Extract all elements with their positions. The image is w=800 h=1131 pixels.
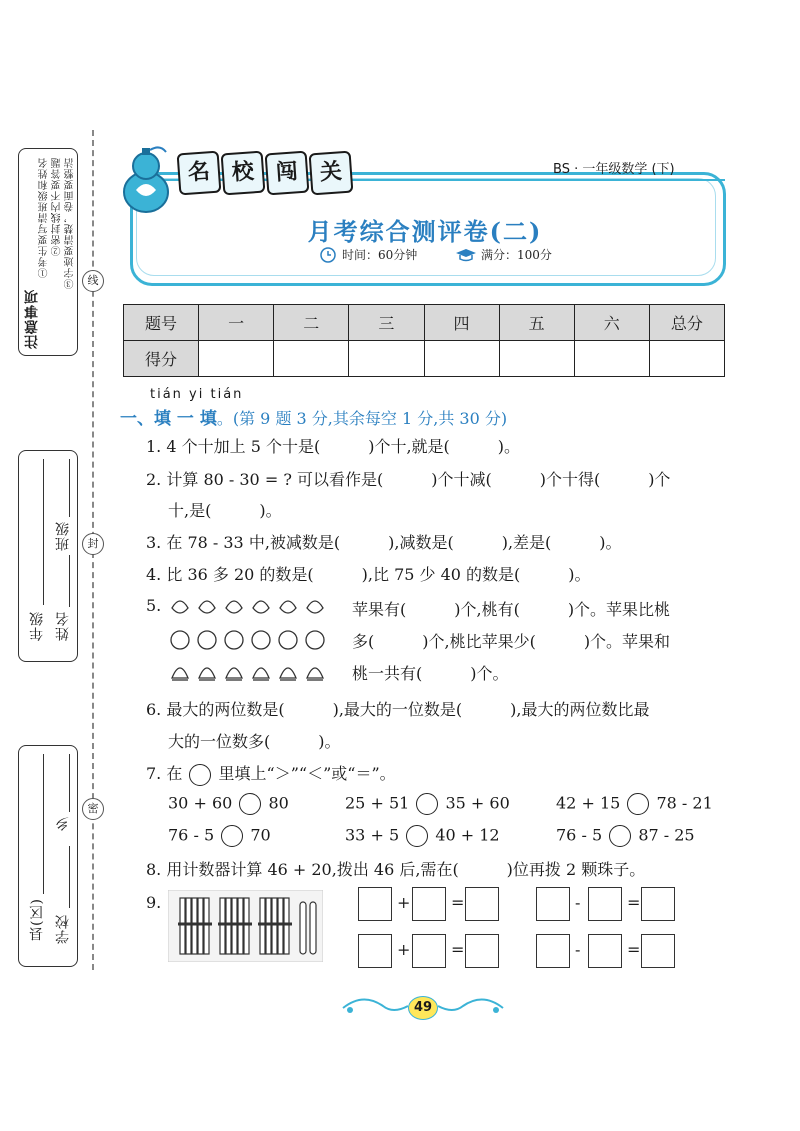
question-2-line-1: 2. 计算 80 - 30 = ? 可以看作是( )个十减( )个十得( )个 — [146, 470, 671, 489]
township-label: 乡 — [55, 816, 71, 831]
question-3: 3. 在 78 - 33 中,被减数是( ),减数是( ),差是( )。 — [146, 533, 622, 552]
question-5-line-1: 苹果有( )个,桃有( )个。苹果比桃 — [352, 600, 671, 619]
compare-item-6 — [556, 825, 695, 847]
score-cell[interactable] — [349, 341, 424, 377]
score-header-cell: 三 — [349, 305, 424, 341]
score-table-score-row — [124, 341, 725, 377]
school-label: 学校 — [55, 914, 71, 944]
compare-right: 87 - 25 — [638, 825, 695, 845]
answer-box[interactable] — [641, 934, 675, 968]
answer-box[interactable] — [588, 934, 622, 968]
brand-tile-2: 校 — [221, 151, 266, 196]
peach-icons-2 — [168, 660, 330, 684]
question-5-line-3: 桃一共有( )个。 — [352, 664, 509, 683]
peach-row-2 — [168, 660, 330, 684]
score-cell[interactable] — [424, 341, 499, 377]
score-cell[interactable] — [574, 341, 649, 377]
class-label: 班级 — [55, 521, 71, 551]
question-5-line-2: 多( )个,桃比苹果少( )个。苹果和 — [352, 632, 671, 651]
page-title: 月考综合测评卷(二) — [307, 217, 543, 246]
answer-box[interactable] — [641, 887, 675, 921]
question-7-prefix: 7. 在 — [146, 764, 183, 783]
compare-left: 25 + 51 — [345, 793, 410, 813]
apple-row — [168, 627, 330, 651]
full-score-text: 满分：100分 — [481, 248, 552, 262]
compare-right: 78 - 21 — [656, 793, 713, 813]
score-header-cell: 二 — [274, 305, 349, 341]
question-8: 8. 用计数器计算 46 + 20,拨出 46 后,需在( )位再拨 2 颗珠子。 — [146, 860, 646, 879]
question-7-suffix: 里填上“＞”“＜”或“＝”。 — [218, 764, 396, 783]
compare-left: 76 - 5 — [168, 825, 215, 845]
name-label: 姓名 — [55, 611, 71, 641]
equals-sign: = — [627, 940, 641, 959]
page-number: 49 — [408, 996, 438, 1020]
answer-box[interactable] — [412, 934, 446, 968]
compare-right: 40 + 12 — [435, 825, 500, 845]
school-info-box — [18, 745, 78, 967]
equals-sign: = — [451, 940, 465, 959]
school-blank[interactable] — [69, 846, 70, 908]
grade-label-header: BS · 一年级数学 (下) — [553, 162, 675, 177]
score-cell[interactable] — [274, 341, 349, 377]
score-table-header-row — [124, 305, 725, 341]
answer-box[interactable] — [465, 887, 499, 921]
brand-tile-4: 关 — [309, 151, 354, 196]
score-header-cell: 一 — [199, 305, 274, 341]
equals-sign: = — [451, 893, 465, 912]
circle-symbol — [189, 764, 211, 786]
compare-circle[interactable] — [627, 793, 649, 815]
question-6-line-1: 6. 最大的两位数是( ),最大的一位数是( ),最大的两位数比最 — [146, 700, 650, 719]
compare-right: 35 + 60 — [445, 793, 510, 813]
grade-blank[interactable] — [43, 459, 44, 605]
plus-sign: + — [397, 893, 411, 912]
answer-box[interactable] — [588, 887, 622, 921]
peach-icons — [168, 594, 330, 618]
gourd-logo-icon — [118, 142, 174, 214]
peach-row — [168, 594, 330, 618]
seal-mark-xian: 线 — [82, 270, 104, 292]
answer-box[interactable] — [358, 887, 392, 921]
equals-sign: = — [627, 893, 641, 912]
compare-circle[interactable] — [239, 793, 261, 815]
compare-item-5 — [345, 825, 500, 847]
answer-box[interactable] — [536, 887, 570, 921]
compare-item-3 — [556, 793, 713, 815]
score-header-cell: 五 — [499, 305, 574, 341]
compare-left: 30 + 60 — [168, 793, 233, 813]
compare-circle[interactable] — [416, 793, 438, 815]
compare-item-2 — [345, 793, 510, 815]
compare-circle[interactable] — [406, 825, 428, 847]
name-blank[interactable] — [69, 555, 70, 607]
county-blank[interactable] — [43, 754, 44, 894]
time-text: 时间：60分钟 — [342, 248, 418, 262]
section-pinyin: tián yi tián — [150, 387, 244, 402]
question-1: 1. 4 个十加上 5 个十是( )个十,就是( )。 — [146, 437, 521, 456]
score-cell[interactable] — [649, 341, 724, 377]
score-header-cell: 六 — [574, 305, 649, 341]
question-5-number: 5. — [146, 596, 162, 615]
seal-mark-mi: 密 — [82, 798, 104, 820]
township-blank[interactable] — [69, 754, 70, 812]
answer-box[interactable] — [412, 887, 446, 921]
score-table — [123, 304, 725, 377]
student-info-box — [18, 450, 78, 662]
brand-tile-1: 名 — [177, 151, 222, 196]
section-title: 一、填 一 填 — [120, 409, 217, 429]
apple-icons — [168, 627, 330, 651]
notice-box — [18, 148, 78, 356]
seal-mark-feng: 封 — [82, 533, 104, 555]
section-rule: 。(第 9 题 3 分,其余每空 1 分,共 30 分) — [216, 409, 508, 428]
question-4: 4. 比 36 多 20 的数是( ),比 75 少 40 的数是( )。 — [146, 565, 591, 584]
score-header-cell: 题号 — [124, 305, 199, 341]
question-9-number: 9. — [146, 893, 162, 912]
score-row-label: 得分 — [124, 341, 199, 377]
grade-label: 年级 — [29, 611, 45, 641]
compare-right: 80 — [268, 793, 289, 813]
compare-left: 42 + 15 — [556, 793, 621, 813]
compare-left: 33 + 5 — [345, 825, 400, 845]
graduation-cap-icon — [455, 247, 477, 263]
compare-circle[interactable] — [221, 825, 243, 847]
answer-box[interactable] — [358, 934, 392, 968]
stick-bundles-icon — [168, 890, 323, 962]
minus-sign: - — [575, 940, 581, 959]
question-2-line-2: 十,是( )。 — [168, 501, 282, 520]
score-cell[interactable] — [499, 341, 574, 377]
county-label: 县(区) — [29, 898, 45, 941]
question-7 — [146, 761, 396, 786]
minus-sign: - — [575, 893, 581, 912]
plus-sign: + — [397, 940, 411, 959]
compare-left: 76 - 5 — [556, 825, 603, 845]
time-info — [318, 246, 417, 263]
notice-item-1: ①考生要写清班级和姓名 — [39, 157, 50, 278]
compare-item-1 — [168, 793, 289, 815]
score-header-cell: 总分 — [649, 305, 724, 341]
clock-icon — [318, 247, 338, 263]
score-cell[interactable] — [199, 341, 274, 377]
compare-item-4 — [168, 825, 271, 847]
score-info — [455, 246, 552, 263]
question-6-line-2: 大的一位数多( )。 — [168, 732, 341, 751]
notice-title: 注意事项 — [24, 289, 40, 349]
answer-box[interactable] — [465, 934, 499, 968]
answer-box[interactable] — [536, 934, 570, 968]
brand-tile-3: 闯 — [265, 151, 310, 196]
score-header-cell: 四 — [424, 305, 499, 341]
notice-item-3: ③字迹要清楚，卷面要整洁 — [65, 157, 76, 289]
compare-circle[interactable] — [609, 825, 631, 847]
notice-item-2: ②密封线内不要答题 — [52, 157, 63, 256]
class-blank[interactable] — [69, 459, 70, 517]
compare-right: 70 — [250, 825, 271, 845]
section-heading — [120, 404, 507, 429]
